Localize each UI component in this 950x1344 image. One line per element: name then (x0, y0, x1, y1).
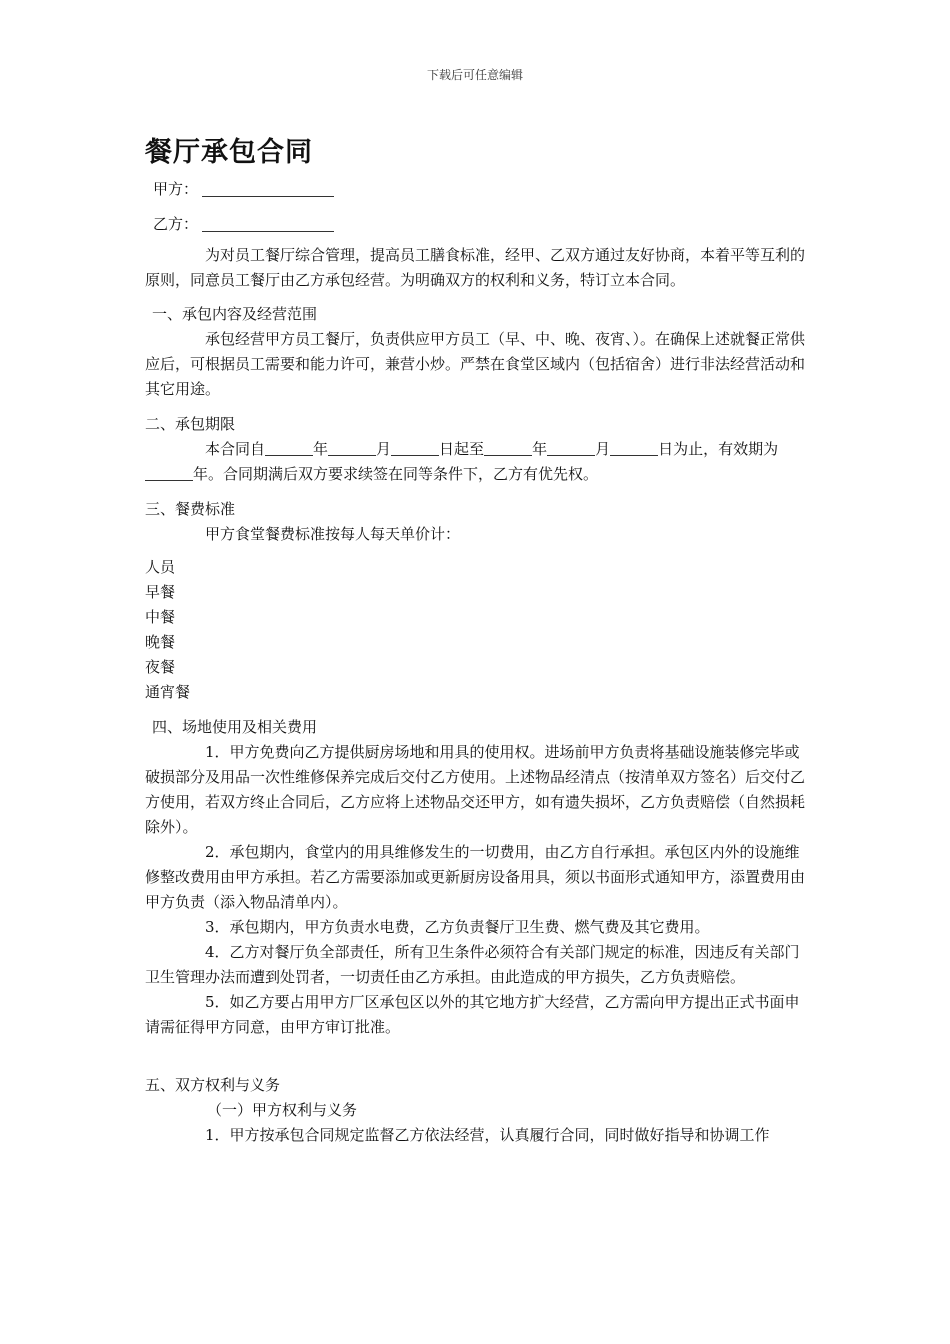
meal-list (145, 555, 812, 705)
term-text-day2: 日为止，有效期为 (658, 440, 779, 458)
section-4-para-4: 4．乙方对餐厅负全部责任，所有卫生条件必须符合有关部门规定的标准，因违反有关部门卫生管理办法而遭到处罚者，一切责任由乙方承担。由此造成的甲方损失，乙方负责赔偿。 (145, 943, 800, 986)
section-4-para-2: 2．承包期内，食堂内的用具维修发生的一切费用，由乙方自行承担。承包区内外的设施维修整改费用由甲方承担。若乙方需要添加或更新厨房设备用具，须以书面形式通知甲方，添置费用由甲方负责（添入物品清单内）。 (145, 843, 806, 911)
section-3-heading: 三、餐费标准 (145, 500, 236, 518)
blank-start-day (391, 441, 439, 456)
section-2-heading: 二、承包期限 (145, 415, 236, 433)
blank-duration (145, 466, 193, 481)
section-4-para-3: 3．承包期内，甲方负责水电费，乙方负责餐厅卫生费、燃气费及其它费用。 (205, 918, 710, 936)
section-4-para-1: 1．甲方免费向乙方提供厨房场地和用具的使用权。进场前甲方负责将基础设施装修完毕或破损部分及用品一次性维修保养完成后交付乙方使用。上述物品经清点（按清单双方签名）后交付乙方使用，若双方终止合同后，乙方应将上述物品交还甲方，如有遗失损坏，乙方负责赔偿（自然损耗除外）。 (145, 743, 806, 836)
party-b-blank (202, 217, 334, 232)
party-b-label: 乙方： (153, 215, 199, 233)
term-text-start: 本合同自 (205, 440, 266, 458)
section-2-body (145, 437, 812, 487)
term-text-month1: 月 (376, 440, 392, 458)
section-1 (145, 302, 812, 402)
section-4-heading: 四、场地使用及相关费用 (152, 718, 318, 736)
list-item: 中餐 (145, 608, 176, 626)
section-3 (145, 497, 812, 547)
header-note: 下载后可任意编辑 (426, 68, 523, 82)
blank-end-year (484, 441, 532, 456)
section-4-para-5: 5．如乙方要占用甲方厂区承包区以外的其它地方扩大经营，乙方需向甲方提出正式书面申请需征得甲方同意，由甲方审订批准。 (145, 993, 800, 1036)
section-3-body: 甲方食堂餐费标准按每人每天单价计： (205, 525, 461, 543)
term-text-day1: 日起至 (439, 440, 485, 458)
section-5-para-1: 1．甲方按承包合同规定监督乙方依法经营，认真履行合同，同时做好指导和协调工作 (205, 1126, 770, 1144)
list-item: 人员 (145, 558, 176, 576)
intro-block (145, 243, 812, 293)
term-text-month2: 月 (595, 440, 611, 458)
section-2 (145, 412, 812, 487)
term-text-year3: 年。合同期满后双方要求续签在同等条件下，乙方有优先权。 (193, 465, 599, 483)
section-5-heading: 五、双方权利与义务 (145, 1076, 281, 1094)
list-item: 早餐 (145, 583, 176, 601)
blank-start-month (328, 441, 376, 456)
section-5 (145, 1073, 812, 1148)
section-1-heading: 一、承包内容及经营范围 (152, 305, 318, 323)
term-text-year2: 年 (532, 440, 548, 458)
section-1-body: 承包经营甲方员工餐厅，负责供应甲方员工（早、中、晚、夜宵、）。在确保上述就餐正常供应后，可根据员工需要和能力许可，兼营小炒。严禁在食堂区域内（包括宿舍）进行非法经营活动和其它用途。 (145, 330, 806, 398)
blank-end-day (610, 441, 658, 456)
list-item: 晚餐 (145, 633, 176, 651)
blank-end-month (547, 441, 595, 456)
list-item: 通宵餐 (145, 683, 191, 701)
document-title: 餐厅承包合同 (145, 137, 313, 168)
section-4 (145, 715, 812, 1040)
blank-start-year (265, 441, 313, 456)
party-a-field (153, 178, 334, 199)
party-a-blank (202, 182, 334, 197)
party-a-label: 甲方： (153, 180, 199, 198)
term-text-year1: 年 (313, 440, 329, 458)
party-b-field (153, 213, 334, 234)
list-item: 夜餐 (145, 658, 176, 676)
section-5-subheading: （一）甲方权利与义务 (207, 1101, 358, 1119)
intro-paragraph: 为对员工餐厅综合管理，提高员工膳食标准，经甲、乙双方通过友好协商，本着平等互利的原则，同意员工餐厅由乙方承包经营。为明确双方的权利和义务，特订立本合同。 (145, 246, 806, 289)
